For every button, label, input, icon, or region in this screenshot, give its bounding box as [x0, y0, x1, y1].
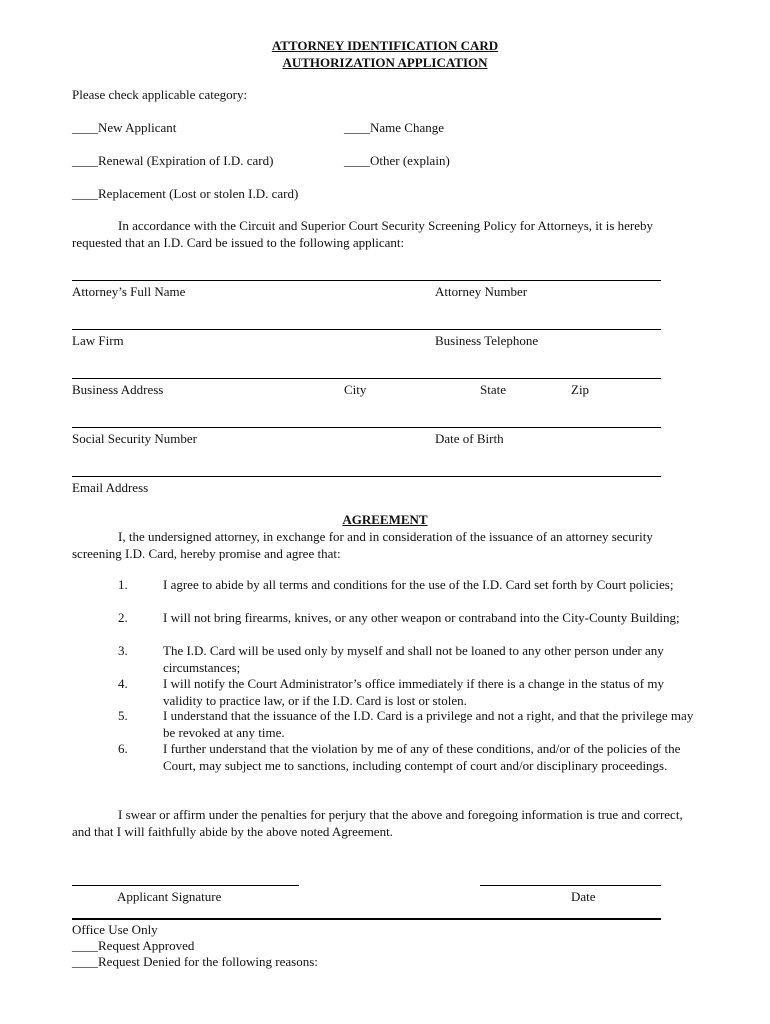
category-renewal[interactable]: ____Renewal (Expiration of I.D. card): [72, 153, 274, 168]
agreement-item-text: I further understand that the violation by me of any of these conditions, and/or of the policies of the Court, may subject me to sanctions, including contempt of court and/or disciplinary proceedings.: [163, 741, 681, 773]
applicant-signature-label: Applicant Signature: [117, 889, 222, 904]
ssn-label: Social Security Number: [72, 431, 197, 446]
category-replacement[interactable]: ____Replacement (Lost or stolen I.D. card): [72, 186, 299, 201]
email-line[interactable]: [72, 476, 661, 477]
agreement-item-text: I will notify the Court Administrator’s office immediately if there is a change in the status of my validity to practice law, or if the I.D. Card is lost or stolen.: [163, 676, 664, 708]
ssn-line[interactable]: [72, 427, 661, 428]
attorney-number-label: Attorney Number: [435, 284, 528, 299]
applicant-signature-line[interactable]: [72, 885, 299, 886]
business-telephone-label: Business Telephone: [435, 333, 539, 348]
email-label: Email Address: [72, 480, 149, 495]
date-line[interactable]: [480, 885, 661, 886]
oath-paragraph: I swear or affirm under the penalties for perjury that the above and foregoing information is true and correct, and that I will faithfully abide by the above noted Agreement.: [72, 807, 683, 839]
business-address-line[interactable]: [72, 378, 661, 379]
request-denied[interactable]: ____Request Denied for the following reasons:: [72, 954, 318, 969]
full-name-line[interactable]: [72, 280, 661, 281]
agreement-item-number: 4.: [118, 676, 128, 691]
agreement-item-text: I understand that the issuance of the I.D. Card is a privilege and not a right, and that the privilege may be revoked at any time.: [163, 708, 694, 740]
agreement-heading: AGREEMENT: [342, 512, 428, 527]
category-other[interactable]: ____Other (explain): [344, 153, 450, 168]
agreement-item-text: The I.D. Card will be used only by myself and shall not be loaned to any other person under any circumstances;: [163, 643, 664, 675]
agreement-item-number: 5.: [118, 708, 128, 723]
form-title-line2: AUTHORIZATION APPLICATION: [282, 55, 488, 70]
category-new-applicant[interactable]: ____New Applicant: [72, 120, 177, 135]
category-prompt: Please check applicable category:: [72, 87, 248, 102]
law-firm-line[interactable]: [72, 329, 661, 330]
request-approved[interactable]: ____Request Approved: [72, 938, 195, 953]
agreement-item-number: 3.: [118, 643, 128, 658]
intro-paragraph: In accordance with the Circuit and Superior Court Security Screening Policy for Attorneys, it is hereby requested that an I.D. Card be issued to the following applicant:: [72, 218, 654, 250]
agreement-item-number: 6.: [118, 741, 128, 756]
agreement-item-text: I will not bring firearms, knives, or any other weapon or contraband into the City-County Building;: [163, 610, 680, 625]
city-label: City: [344, 382, 367, 397]
agreement-item-text: I agree to abide by all terms and conditions for the use of the I.D. Card set forth by Court policies;: [163, 577, 674, 592]
form-title-line1: ATTORNEY IDENTIFICATION CARD: [271, 38, 499, 53]
office-use-heading: Office Use Only: [72, 922, 158, 937]
zip-label: Zip: [571, 382, 590, 397]
category-name-change[interactable]: ____Name Change: [344, 120, 445, 135]
date-label: Date: [571, 889, 596, 904]
full-name-label: Attorney’s Full Name: [72, 284, 186, 299]
law-firm-label: Law Firm: [72, 333, 124, 348]
agreement-intro: I, the undersigned attorney, in exchange for and in consideration of the issuance of an attorney security screening I.D. Card, hereby promise and agree that:: [72, 529, 653, 561]
office-use-divider: [72, 918, 661, 920]
business-address-label: Business Address: [72, 382, 164, 397]
agreement-item-number: 1.: [118, 577, 128, 592]
agreement-item-number: 2.: [118, 610, 128, 625]
dob-label: Date of Birth: [435, 431, 504, 446]
state-label: State: [480, 382, 506, 397]
